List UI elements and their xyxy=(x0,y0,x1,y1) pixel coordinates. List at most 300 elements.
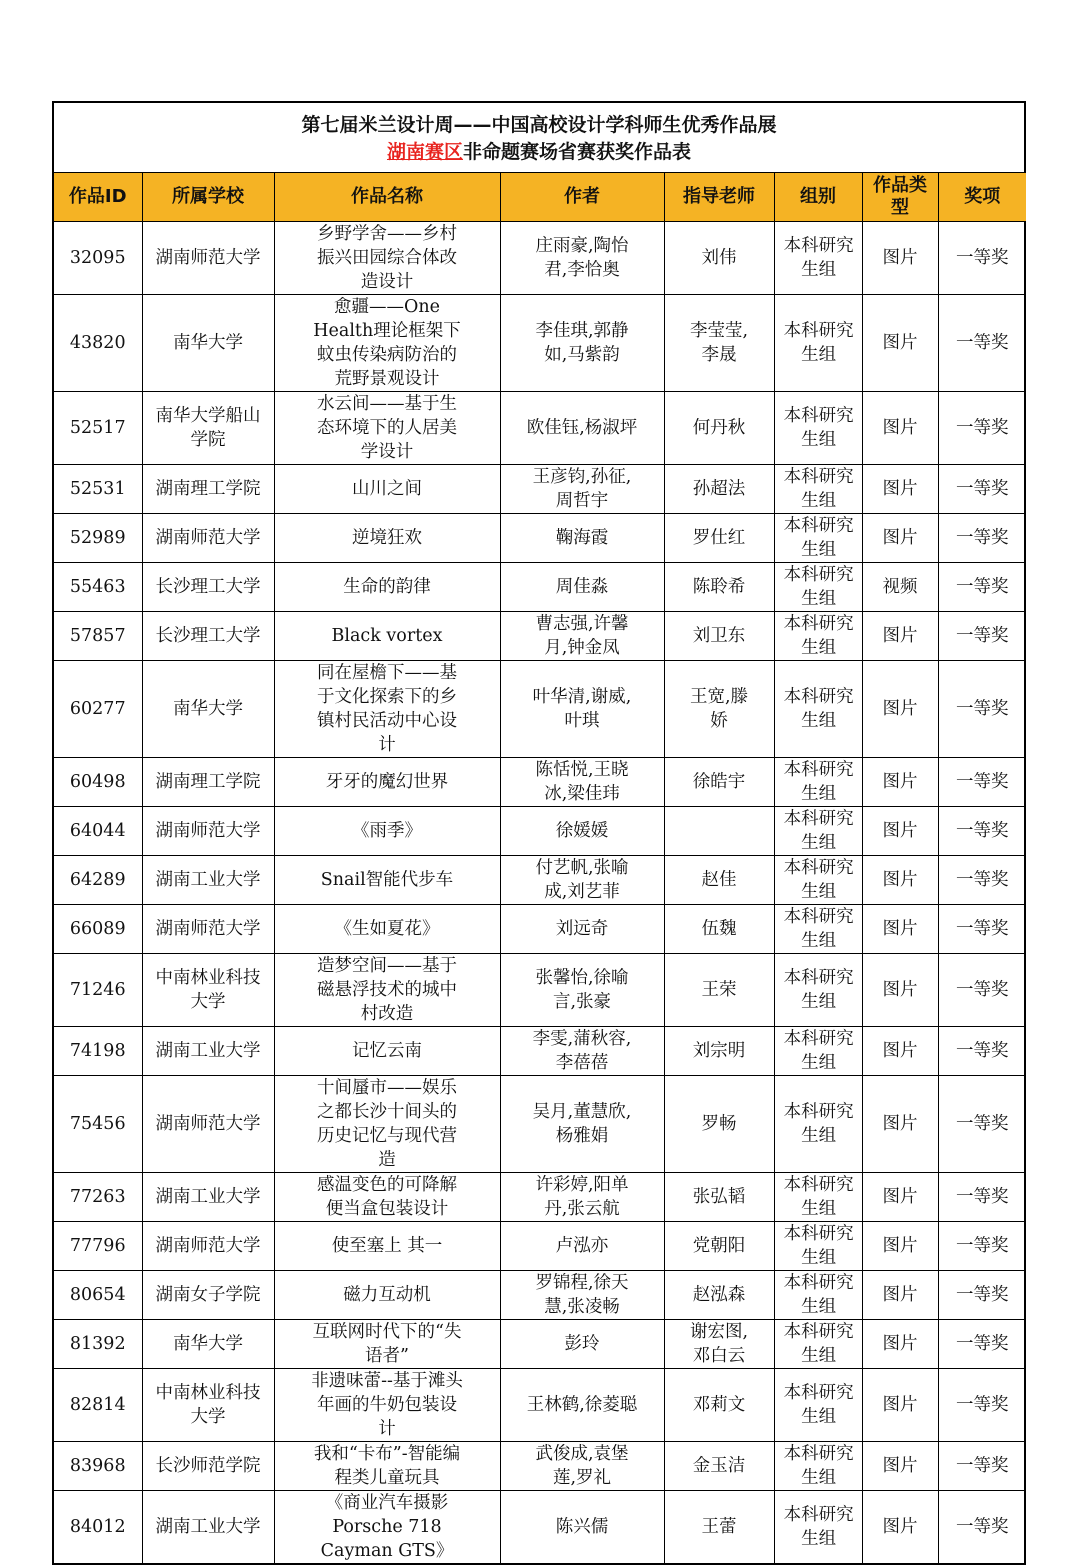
table-row xyxy=(54,392,1026,465)
cell-id xyxy=(54,465,142,514)
cell-group xyxy=(774,661,862,758)
cell-award xyxy=(938,1222,1026,1271)
cell-author xyxy=(500,954,664,1027)
cell-advisor xyxy=(664,392,774,465)
cell-school-text: 湖南理工学院 xyxy=(155,479,261,499)
cell-school xyxy=(142,954,274,1027)
cell-school-text: 中南林业科技大学 xyxy=(155,968,261,1012)
cell-author-text: 陈恬悦,王晓冰,梁佳玮 xyxy=(535,760,629,804)
table-row xyxy=(54,1369,1026,1442)
cell-school xyxy=(142,1076,274,1173)
cell-type xyxy=(862,392,938,465)
cell-award-text: 一等奖 xyxy=(956,333,1009,353)
cell-award-text: 一等奖 xyxy=(956,699,1009,719)
cell-type xyxy=(862,1442,938,1491)
table-row xyxy=(54,465,1026,514)
cell-work-name xyxy=(274,954,500,1027)
cell-group xyxy=(774,954,862,1027)
cell-id-text: 57857 xyxy=(69,626,126,646)
cell-school-text: 中南林业科技大学 xyxy=(155,1383,261,1427)
cell-id xyxy=(54,612,142,661)
cell-school xyxy=(142,1442,274,1491)
cell-author-text: 张馨怡,徐喻言,张豪 xyxy=(535,968,629,1012)
cell-type-text: 图片 xyxy=(882,980,918,1000)
table-row xyxy=(54,514,1026,563)
cell-advisor xyxy=(664,856,774,905)
cell-type xyxy=(862,661,938,758)
cell-group xyxy=(774,1076,862,1173)
cell-work-name-text: 非遗味蕾--基于滩头年画的牛奶包装设计 xyxy=(311,1371,463,1439)
cell-type-text: 图片 xyxy=(882,528,918,548)
cell-work-name-text: 记忆云南 xyxy=(352,1041,422,1061)
cell-award xyxy=(938,905,1026,954)
cell-id xyxy=(54,222,142,295)
cell-advisor-text: 王荣 xyxy=(701,980,737,1000)
cell-school-text: 南华大学 xyxy=(173,1334,243,1354)
cell-type-text: 图片 xyxy=(882,333,918,353)
cell-author xyxy=(500,612,664,661)
cell-type xyxy=(862,295,938,392)
cell-award xyxy=(938,856,1026,905)
cell-id-text: 74198 xyxy=(69,1041,126,1061)
cell-advisor xyxy=(664,295,774,392)
cell-award-text: 一等奖 xyxy=(956,1041,1009,1061)
table-row xyxy=(54,905,1026,954)
cell-award-text: 一等奖 xyxy=(956,772,1009,792)
award-table-sheet xyxy=(52,101,1026,1565)
cell-type-text: 图片 xyxy=(882,1114,918,1134)
cell-award-text: 一等奖 xyxy=(956,1334,1009,1354)
cell-type-text: 图片 xyxy=(882,1395,918,1415)
cell-school-text: 湖南师范大学 xyxy=(155,248,261,268)
cell-author xyxy=(500,1320,664,1369)
cell-work-name xyxy=(274,661,500,758)
cell-id xyxy=(54,954,142,1027)
cell-award xyxy=(938,1271,1026,1320)
cell-school-text: 湖南女子学院 xyxy=(155,1285,261,1305)
cell-author xyxy=(500,514,664,563)
cell-author xyxy=(500,661,664,758)
cell-id xyxy=(54,514,142,563)
cell-school xyxy=(142,1369,274,1442)
cell-school-text: 湖南工业大学 xyxy=(155,1041,261,1061)
cell-author-text: 许彩婷,阳单丹,张云航 xyxy=(535,1175,629,1219)
cell-award xyxy=(938,1076,1026,1173)
cell-group-text: 本科研究生组 xyxy=(783,1383,854,1427)
cell-author-text: 叶华清,谢威,叶琪 xyxy=(532,687,632,731)
cell-id-text: 71246 xyxy=(69,980,126,1000)
cell-advisor xyxy=(664,1271,774,1320)
cell-type-text: 图片 xyxy=(882,772,918,792)
cell-group-text: 本科研究生组 xyxy=(783,1102,854,1146)
cell-work-name-text: 使至塞上 其一 xyxy=(331,1236,443,1256)
col-header-type xyxy=(862,173,938,222)
cell-advisor-text: 刘卫东 xyxy=(692,626,746,646)
cell-work-name-text: 乡野学舍——乡村振兴田园综合体改造设计 xyxy=(317,224,457,292)
table-title xyxy=(54,103,1024,173)
cell-group-text: 本科研究生组 xyxy=(783,809,854,853)
cell-id-text: 75456 xyxy=(69,1114,126,1134)
cell-work-name-text: 愈疆——One Health理论框架下蚊虫传染病防治的荒野景观设计 xyxy=(313,297,461,389)
cell-award-text: 一等奖 xyxy=(956,528,1009,548)
cell-advisor xyxy=(664,1369,774,1442)
cell-id-text: 60277 xyxy=(69,699,126,719)
cell-school xyxy=(142,563,274,612)
cell-author-text: 欧佳钰,杨淑坪 xyxy=(526,418,638,438)
cell-award xyxy=(938,612,1026,661)
cell-author-text: 付艺帆,张喻成,刘艺菲 xyxy=(535,858,629,902)
cell-work-name xyxy=(274,807,500,856)
cell-school xyxy=(142,1222,274,1271)
cell-author xyxy=(500,222,664,295)
cell-author-text: 鞠海霞 xyxy=(555,528,609,548)
cell-advisor-text: 金玉洁 xyxy=(692,1456,746,1476)
cell-award xyxy=(938,295,1026,392)
cell-school-text: 长沙师范学院 xyxy=(155,1456,261,1476)
cell-id xyxy=(54,1173,142,1222)
cell-advisor xyxy=(664,1173,774,1222)
cell-advisor-text: 刘宗明 xyxy=(692,1041,746,1061)
col-header-advisor: 指导老师 xyxy=(664,173,774,222)
cell-work-name-text: 造梦空间——基于磁悬浮技术的城中村改造 xyxy=(317,956,457,1024)
cell-type-text: 视频 xyxy=(882,577,918,597)
cell-type xyxy=(862,1369,938,1442)
cell-work-name xyxy=(274,905,500,954)
cell-award-text: 一等奖 xyxy=(956,1395,1009,1415)
cell-group-text: 本科研究生组 xyxy=(783,687,854,731)
cell-group-text: 本科研究生组 xyxy=(783,516,854,560)
cell-author xyxy=(500,392,664,465)
cell-advisor xyxy=(664,612,774,661)
cell-award-text: 一等奖 xyxy=(956,1517,1009,1537)
cell-id-text: 55463 xyxy=(69,577,126,597)
cell-id-text: 60498 xyxy=(69,772,126,792)
cell-id xyxy=(54,1222,142,1271)
col-header-work-name: 作品名称 xyxy=(274,173,500,222)
cell-id xyxy=(54,1076,142,1173)
cell-work-name xyxy=(274,856,500,905)
cell-school-text: 湖南工业大学 xyxy=(155,1187,261,1207)
cell-school-text: 长沙理工大学 xyxy=(155,577,261,597)
cell-award-text: 一等奖 xyxy=(956,626,1009,646)
cell-author xyxy=(500,465,664,514)
cell-award-text: 一等奖 xyxy=(956,1285,1009,1305)
cell-group xyxy=(774,807,862,856)
cell-type-text: 图片 xyxy=(882,699,918,719)
cell-work-name xyxy=(274,563,500,612)
cell-work-name-text: 逆境狂欢 xyxy=(352,528,422,548)
cell-school xyxy=(142,856,274,905)
cell-group xyxy=(774,465,862,514)
cell-group xyxy=(774,1271,862,1320)
cell-advisor-text: 赵泓森 xyxy=(692,1285,746,1305)
region-link[interactable]: 湖南赛区 xyxy=(386,141,463,163)
cell-award xyxy=(938,758,1026,807)
cell-award-text: 一等奖 xyxy=(956,1456,1009,1476)
table-row xyxy=(54,612,1026,661)
cell-id-text: 52989 xyxy=(69,528,126,548)
cell-id xyxy=(54,807,142,856)
cell-award-text: 一等奖 xyxy=(956,870,1009,890)
cell-school-text: 湖南师范大学 xyxy=(155,1114,261,1134)
cell-award xyxy=(938,563,1026,612)
cell-author-text: 庄雨豪,陶怡君,李恰奥 xyxy=(535,236,629,280)
cell-award-text: 一等奖 xyxy=(956,919,1009,939)
cell-award xyxy=(938,465,1026,514)
cell-type xyxy=(862,807,938,856)
cell-id xyxy=(54,563,142,612)
cell-advisor-text: 王蕾 xyxy=(701,1517,737,1537)
cell-school-text: 湖南师范大学 xyxy=(155,528,261,548)
cell-award-text: 一等奖 xyxy=(956,479,1009,499)
cell-work-name xyxy=(274,1027,500,1076)
cell-type-text: 图片 xyxy=(882,1285,918,1305)
cell-award xyxy=(938,1320,1026,1369)
cell-author xyxy=(500,758,664,807)
title-line-2 xyxy=(54,139,1024,166)
cell-author xyxy=(500,856,664,905)
cell-type-text: 图片 xyxy=(882,1517,918,1537)
header-row xyxy=(54,173,1026,222)
cell-author-text: 吴月,董慧欣,杨雅娟 xyxy=(532,1102,632,1146)
title-line-1: 第七届米兰设计周——中国高校设计学科师生优秀作品展 xyxy=(301,114,777,136)
cell-group xyxy=(774,1222,862,1271)
cell-author-text: 徐媛媛 xyxy=(555,821,609,841)
cell-group xyxy=(774,1369,862,1442)
cell-type xyxy=(862,1271,938,1320)
cell-advisor xyxy=(664,1027,774,1076)
cell-type xyxy=(862,563,938,612)
cell-school xyxy=(142,807,274,856)
cell-id-text: 66089 xyxy=(69,919,126,939)
cell-type xyxy=(862,954,938,1027)
cell-type-text: 图片 xyxy=(882,821,918,841)
cell-school xyxy=(142,1271,274,1320)
cell-award xyxy=(938,1442,1026,1491)
cell-advisor-text: 徐皓宇 xyxy=(692,772,746,792)
cell-type-text: 图片 xyxy=(882,1456,918,1476)
cell-group-text: 本科研究生组 xyxy=(783,1322,854,1366)
cell-group-text: 本科研究生组 xyxy=(783,1224,854,1268)
cell-id-text: 83968 xyxy=(69,1456,126,1476)
cell-group-text: 本科研究生组 xyxy=(783,1175,854,1219)
cell-award-text: 一等奖 xyxy=(956,980,1009,1000)
cell-award xyxy=(938,807,1026,856)
cell-id-text: 64289 xyxy=(69,870,126,890)
cell-type xyxy=(862,1320,938,1369)
cell-work-name xyxy=(274,758,500,807)
cell-school xyxy=(142,465,274,514)
cell-author-text: 王彦钧,孙征,周哲宇 xyxy=(532,467,632,511)
cell-id-text: 43820 xyxy=(69,333,126,353)
cell-work-name xyxy=(274,1320,500,1369)
cell-id-text: 82814 xyxy=(69,1395,126,1415)
table-row xyxy=(54,1442,1026,1491)
cell-advisor xyxy=(664,807,774,856)
cell-type xyxy=(862,758,938,807)
cell-school xyxy=(142,612,274,661)
cell-author-text: 李雯,蒲秋容,李蓓蓓 xyxy=(532,1029,632,1073)
table-row xyxy=(54,295,1026,392)
table-row xyxy=(54,807,1026,856)
col-header-type-label: 作品类型 xyxy=(873,175,927,218)
cell-advisor-text: 何丹秋 xyxy=(692,418,746,438)
cell-group xyxy=(774,1320,862,1369)
table-row xyxy=(54,661,1026,758)
cell-work-name-text: 生命的韵律 xyxy=(343,577,431,597)
cell-type xyxy=(862,1027,938,1076)
cell-author xyxy=(500,1222,664,1271)
cell-advisor xyxy=(664,758,774,807)
cell-work-name xyxy=(274,392,500,465)
cell-school xyxy=(142,514,274,563)
cell-work-name xyxy=(274,1442,500,1491)
cell-group xyxy=(774,392,862,465)
cell-author-text: 罗锦程,徐天慧,张凌畅 xyxy=(535,1273,629,1317)
cell-school xyxy=(142,295,274,392)
cell-work-name-text: 《生如夏花》 xyxy=(334,919,440,939)
table-row xyxy=(54,1173,1026,1222)
cell-group xyxy=(774,905,862,954)
cell-advisor-text: 罗畅 xyxy=(701,1114,737,1134)
cell-work-name-text: Black vortex xyxy=(331,626,443,646)
cell-school xyxy=(142,222,274,295)
cell-group xyxy=(774,1173,862,1222)
cell-group xyxy=(774,1027,862,1076)
cell-advisor xyxy=(664,905,774,954)
table-body xyxy=(54,222,1026,1564)
cell-advisor-text: 伍魏 xyxy=(701,919,737,939)
cell-type-text: 图片 xyxy=(882,248,918,268)
cell-group-text: 本科研究生组 xyxy=(783,1029,854,1073)
cell-school-text: 南华大学 xyxy=(173,333,243,353)
cell-school-text: 湖南工业大学 xyxy=(155,1517,261,1537)
cell-type xyxy=(862,222,938,295)
cell-id xyxy=(54,1027,142,1076)
cell-id xyxy=(54,1442,142,1491)
cell-id-text: 52517 xyxy=(69,418,126,438)
cell-work-name-text: 《雨季》 xyxy=(352,821,422,841)
cell-type-text: 图片 xyxy=(882,1187,918,1207)
cell-school-text: 湖南工业大学 xyxy=(155,870,261,890)
cell-work-name-text: 《商业汽车摄影Porsche 718 Cayman GTS》 xyxy=(320,1493,454,1561)
cell-group-text: 本科研究生组 xyxy=(783,760,854,804)
cell-award xyxy=(938,954,1026,1027)
cell-group-text: 本科研究生组 xyxy=(783,236,854,280)
cell-group xyxy=(774,563,862,612)
cell-work-name-text: 感温变色的可降解便当盒包装设计 xyxy=(317,1175,457,1219)
cell-school xyxy=(142,758,274,807)
cell-id xyxy=(54,392,142,465)
table-row xyxy=(54,563,1026,612)
cell-work-name xyxy=(274,1076,500,1173)
cell-author xyxy=(500,1271,664,1320)
cell-id xyxy=(54,905,142,954)
cell-school-text: 湖南师范大学 xyxy=(155,1236,261,1256)
cell-school xyxy=(142,1320,274,1369)
cell-author-text: 彭玲 xyxy=(564,1334,600,1354)
cell-school xyxy=(142,1173,274,1222)
cell-award xyxy=(938,1027,1026,1076)
cell-advisor-text: 罗仕红 xyxy=(692,528,746,548)
cell-id xyxy=(54,1320,142,1369)
cell-work-name xyxy=(274,295,500,392)
cell-school xyxy=(142,905,274,954)
cell-group-text: 本科研究生组 xyxy=(783,968,854,1012)
cell-type-text: 图片 xyxy=(882,870,918,890)
cell-work-name-text: 我和“卡布”-智能编程类儿童玩具 xyxy=(313,1444,461,1488)
cell-advisor-text: 孙超法 xyxy=(692,479,746,499)
cell-advisor-text: 谢宏图,邓白云 xyxy=(689,1322,749,1366)
cell-author-text: 刘远奇 xyxy=(555,919,609,939)
cell-id-text: 32095 xyxy=(69,248,126,268)
cell-group xyxy=(774,514,862,563)
cell-work-name xyxy=(274,465,500,514)
col-header-author: 作者 xyxy=(500,173,664,222)
cell-work-name-text: 互联网时代下的“失语者” xyxy=(312,1322,462,1366)
cell-school-text: 湖南理工学院 xyxy=(155,772,261,792)
cell-group xyxy=(774,856,862,905)
cell-author xyxy=(500,563,664,612)
cell-advisor-text: 陈聆希 xyxy=(692,577,746,597)
cell-school-text: 湖南师范大学 xyxy=(155,919,261,939)
cell-type xyxy=(862,1173,938,1222)
cell-id-text: 84012 xyxy=(69,1517,126,1537)
cell-type-text: 图片 xyxy=(882,626,918,646)
cell-award xyxy=(938,1369,1026,1442)
cell-advisor-text: 李莹莹,李晟 xyxy=(689,321,749,365)
col-header-school: 所属学校 xyxy=(142,173,274,222)
table-row xyxy=(54,1222,1026,1271)
cell-school-text: 湖南师范大学 xyxy=(155,821,261,841)
cell-group-text: 本科研究生组 xyxy=(783,1273,854,1317)
cell-author xyxy=(500,1027,664,1076)
cell-id-text: 77263 xyxy=(69,1187,126,1207)
col-header-group: 组别 xyxy=(774,173,862,222)
cell-work-name xyxy=(274,514,500,563)
cell-author-text: 武俊成,袁堡莲,罗礼 xyxy=(535,1444,629,1488)
cell-id xyxy=(54,295,142,392)
table-row xyxy=(54,1271,1026,1320)
cell-group xyxy=(774,1442,862,1491)
cell-advisor-text: 张弘韬 xyxy=(692,1187,746,1207)
cell-advisor xyxy=(664,222,774,295)
cell-id xyxy=(54,758,142,807)
cell-advisor-text: 赵佳 xyxy=(701,870,737,890)
cell-author xyxy=(500,1369,664,1442)
table-row xyxy=(54,954,1026,1027)
cell-award-text: 一等奖 xyxy=(956,1187,1009,1207)
cell-school-text: 南华大学船山学院 xyxy=(155,406,261,450)
cell-work-name xyxy=(274,612,500,661)
cell-award-text: 一等奖 xyxy=(956,248,1009,268)
cell-group-text: 本科研究生组 xyxy=(783,467,854,511)
cell-work-name-text: Snail智能代步车 xyxy=(320,870,454,890)
cell-group xyxy=(774,612,862,661)
cell-type xyxy=(862,514,938,563)
cell-school-text: 南华大学 xyxy=(173,699,243,719)
cell-award xyxy=(938,514,1026,563)
cell-group-text: 本科研究生组 xyxy=(783,1505,854,1549)
cell-school xyxy=(142,392,274,465)
cell-school-text: 长沙理工大学 xyxy=(155,626,261,646)
cell-advisor-text: 刘伟 xyxy=(701,248,737,268)
table-row xyxy=(54,222,1026,295)
cell-work-name-text: 十间蜃市——娱乐之都长沙十间头的历史记忆与现代营造 xyxy=(317,1078,457,1170)
cell-group-text: 本科研究生组 xyxy=(783,565,854,609)
table-row xyxy=(54,1027,1026,1076)
table-row xyxy=(54,1076,1026,1173)
